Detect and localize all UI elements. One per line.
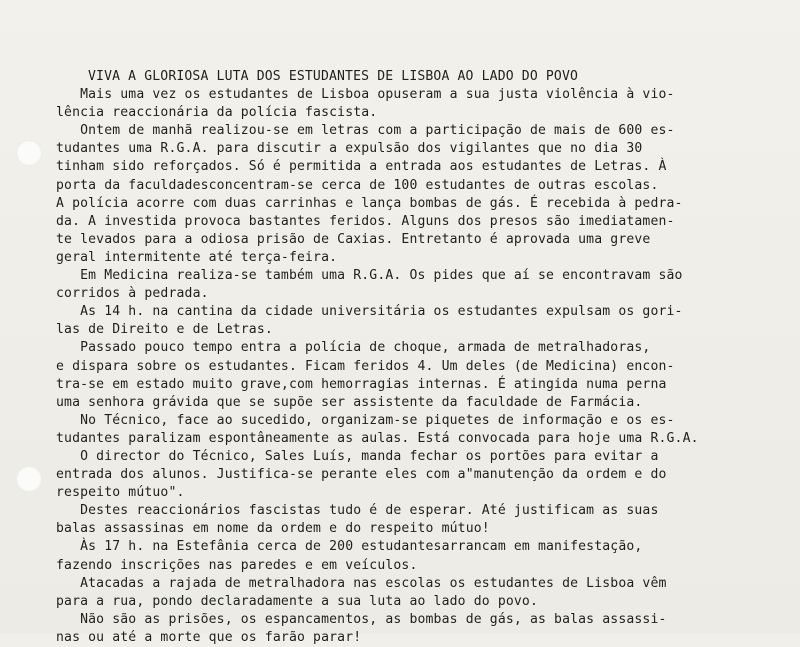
text-line: O director do Técnico, Sales Luís, manda fechar os portões para evitar a — [56, 448, 659, 464]
text-line: uma senhora grávida que se supõe ser assistente da faculdade de Farmácia. — [56, 394, 643, 410]
text-line: balas assassinas em nome da ordem e do respeito mútuo! — [56, 521, 490, 537]
text-line: Destes reaccionários fascistas tudo é de esperar. Até justificam as suas — [56, 503, 659, 519]
text-line: No Técnico, face ao sucedido, organizam-se piquetes de informação e os es- — [56, 412, 675, 428]
text-line: Mais uma vez os estudantes de Lisboa opuseram a sua justa violência à vio- — [56, 87, 675, 103]
punch-hole — [16, 140, 42, 166]
text-line: tra-se em estado muito grave,com hemorragias internas. É atingida numa perna — [56, 376, 667, 392]
typewritten-text — [56, 68, 796, 647]
text-line: nas ou até a morte que os farão parar! — [56, 629, 362, 645]
text-line: Passado pouco tempo entra a polícia de choque, armada de metralhadoras, — [56, 340, 651, 356]
text-line: Às 17 h. na Estefânia cerca de 200 estudantesarrancam em manifestação, — [56, 539, 643, 555]
text-line: tudantes paralizam espontâneamente as aulas. Está convocada para hoje uma R.G.A. — [56, 430, 699, 446]
text-line: porta da faculdadesconcentram-se cerca de 100 estudantes de outras escolas. — [56, 177, 659, 193]
text-line: A polícia acorre com duas carrinhas e lança bombas de gás. É recebida à pedra- — [56, 195, 683, 211]
text-line: para a rua, pondo declaradamente a sua luta ao lado do povo. — [56, 593, 538, 609]
text-line: e dispara sobre os estudantes. Ficam feridos 4. Um deles (de Medicina) encon- — [56, 358, 675, 374]
text-line: lência reaccionária da polícia fascista. — [56, 105, 378, 121]
text-line: da. A investida provoca bastantes feridos. Alguns dos presos são imediatamen- — [56, 213, 675, 229]
text-line: respeito mútuo". — [56, 485, 185, 501]
text-line: Não são as prisões, os espancamentos, as bombas de gás, as balas assassi- — [56, 611, 667, 627]
document-title: VIVA A GLORIOSA LUTA DOS ESTUDANTES DE LISBOA AO LADO DO POVO — [88, 69, 579, 84]
text-line: tudantes uma R.G.A. para discutir a expulsão dos vigilantes que no dia 30 — [56, 141, 643, 157]
text-line: Em Medicina realiza-se também uma R.G.A. Os pides que aí se encontravam são — [56, 268, 683, 284]
text-line: te levados para a odiosa prisão de Caxias. Entretanto é aprovada uma greve — [56, 231, 651, 247]
text-line: las de Direito e de Letras. — [56, 322, 273, 338]
text-line: corridos à pedrada. — [56, 286, 209, 302]
text-line: entrada dos alunos. Justifica-se perante eles com a"manutenção da ordem e do — [56, 467, 667, 483]
text-line: geral intermitente até terça-feira. — [56, 249, 338, 265]
punch-hole — [16, 466, 42, 492]
text-line: Atacadas a rajada de metralhadora nas escolas os estudantes de Lisboa vêm — [56, 575, 667, 591]
text-line: Ontem de manhã realizou-se em letras com a participação de mais de 600 es- — [56, 123, 675, 139]
text-line: As 14 h. na cantina da cidade universitária os estudantes expulsam os gori- — [56, 304, 683, 320]
text-line: tinham sido reforçados. Só é permitida a entrada aos estudantes de Letras. À — [56, 159, 667, 175]
text-line: fazendo inscrições nas paredes e em veículos. — [56, 557, 418, 573]
